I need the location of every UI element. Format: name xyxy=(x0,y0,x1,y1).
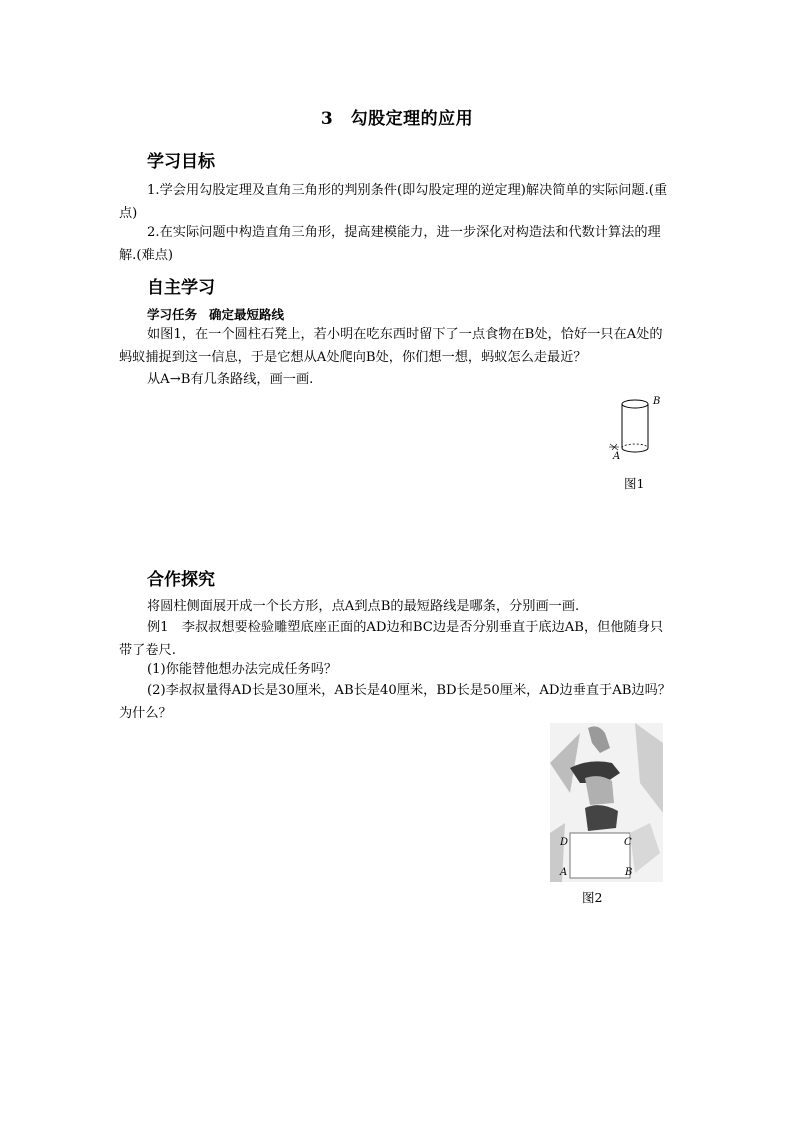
question-2: (2)李叔叔量得AD长是30厘米，AB长是40厘米，BD长是50厘米，AD边垂直于AB边吗？为什么？ xyxy=(119,683,671,721)
goal-item-1: 1.学会用勾股定理及直角三角形的判别条件(即勾股定理的逆定理)解决简单的实际问题.(重点) xyxy=(119,183,668,221)
goal-item-2: 2.在实际问题中构造直角三角形，提高建模能力，进一步深化对构造法和代数计算法的理解.(难点) xyxy=(119,225,661,263)
task-line xyxy=(147,305,284,323)
section-heading-coop: 合作探究 xyxy=(147,570,215,590)
coop-paragraph-1: 将圆柱侧面展开成一个长方形，点A到点B的最短路线是哪条，分别画一画. xyxy=(147,599,580,614)
figure2-label-b: B xyxy=(625,867,633,878)
figure2-label-a: A xyxy=(560,867,568,878)
section-heading-self-study: 自主学习 xyxy=(147,278,215,298)
ant-icon xyxy=(609,444,619,450)
figure2-label-c: C xyxy=(624,837,632,848)
example-1: 例1 李叔叔想要检验雕塑底座正面的AD边和BC边是否分别垂直于底边AB，但他随身只带了卷尺. xyxy=(119,620,664,658)
figure1-label-b: B xyxy=(653,396,661,407)
page-title: 3 勾股定理的应用 xyxy=(320,109,474,129)
figure2-caption: 图2 xyxy=(582,890,603,905)
figure1-caption: 图1 xyxy=(624,476,645,491)
figure2-sculpture-photo xyxy=(550,723,663,882)
question-1: (1)你能替他想办法完成任务吗？ xyxy=(147,662,338,677)
task-label: 学习任务 xyxy=(147,307,198,322)
figure1-label-a: A xyxy=(613,451,621,462)
self-study-paragraph-2: 从A→B有几条路线，画一画. xyxy=(147,372,314,387)
figure2-label-d: D xyxy=(560,837,569,848)
section-heading-goals: 学习目标 xyxy=(147,152,215,172)
task-title: 确定最短路线 xyxy=(209,307,285,322)
self-study-paragraph-1: 如图1，在一个圆柱石凳上，若小明在吃东西时留下了一点食物在B处，恰好一只在A处的蚂蚁捕捉到这一信息，于是它想从A处爬向B处，你们想一想，蚂蚁怎么走最近？ xyxy=(119,327,663,365)
